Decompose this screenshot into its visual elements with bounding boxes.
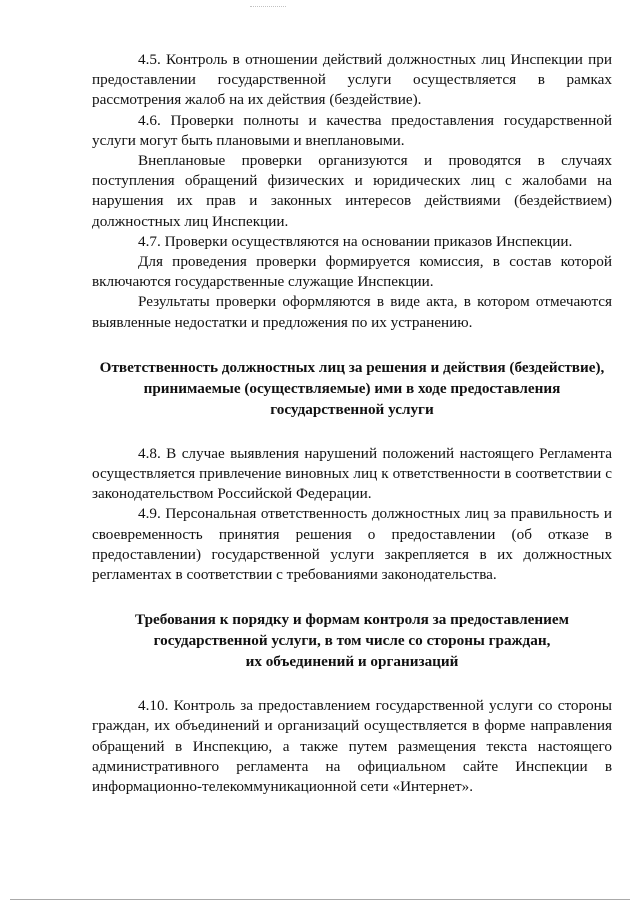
- paragraph-4-9: 4.9. Персональная ответственность должностных лиц за правильность и своевременность принятия решения о предоставлении (об отказе в предоставлении) государственной услуги закрепляется в их должностных регламентах в соответствии с требованиями законодательства.: [92, 505, 612, 584]
- paragraph-4-7-results: Результаты проверки оформляются в виде акта, в котором отмечаются выявленные недостатки и предложения по их устранению.: [92, 293, 612, 331]
- section-heading-line: государственной услуги: [270, 400, 434, 418]
- paragraph-4-5: 4.5. Контроль в отношении действий должностных лиц Инспекции при предоставлении государственной услуги осуществляется в рамках рассмотрения жалоб на их действия (бездействие).: [92, 51, 612, 109]
- section-heading-line: принимаемые (осуществляемые) ими в ходе предоставления: [143, 379, 561, 397]
- section-heading-control: [92, 609, 612, 672]
- section-heading-line: их объединений и организаций: [245, 653, 459, 671]
- paragraph-4-8: 4.8. В случае выявления нарушений положений настоящего Регламента осуществляется привлечение виновных лиц к ответственности в соответствии с законодательством Российской Федерации.: [92, 444, 612, 503]
- paragraph-4-7: 4.7. Проверки осуществляются на основании приказов Инспекции.: [138, 232, 573, 250]
- section-heading-line: государственной услуги, в том числе со стороны граждан,: [153, 632, 551, 650]
- document-body: [92, 50, 612, 797]
- paragraph-4-6: 4.6. Проверки полноты и качества предоставления государственной услуги могут быть плановыми и внеплановыми.: [92, 111, 612, 149]
- section-heading-line: Ответственность должностных лиц за решения и действия (бездействие),: [99, 358, 605, 376]
- section-heading-line: Требования к порядку и формам контроля за предоставлением: [135, 611, 569, 629]
- scan-edge-line: [10, 899, 630, 900]
- paragraph-4-7-commission: Для проведения проверки формируется комиссия, в состав которой включаются государственные служащие Инспекции.: [92, 253, 612, 291]
- scan-artifact: [250, 0, 286, 7]
- section-heading-responsibility: [92, 357, 612, 420]
- paragraph-4-10: 4.10. Контроль за предоставлением государственной услуги со стороны граждан, их объединений и организаций осуществляется в форме направления обращений в Инспекцию, а также путем размещения текста настоящего административного регламента на официальном сайте Инспекции в информационно-телекоммуникационной сети «Интернет».: [92, 697, 612, 796]
- paragraph-4-6-unscheduled: Внеплановые проверки организуются и проводятся в случаях поступления обращений физических и юридических лиц с жалобами на нарушения их прав и законных интересов действиями (бездействием) должностных лиц Инспекции.: [92, 152, 612, 230]
